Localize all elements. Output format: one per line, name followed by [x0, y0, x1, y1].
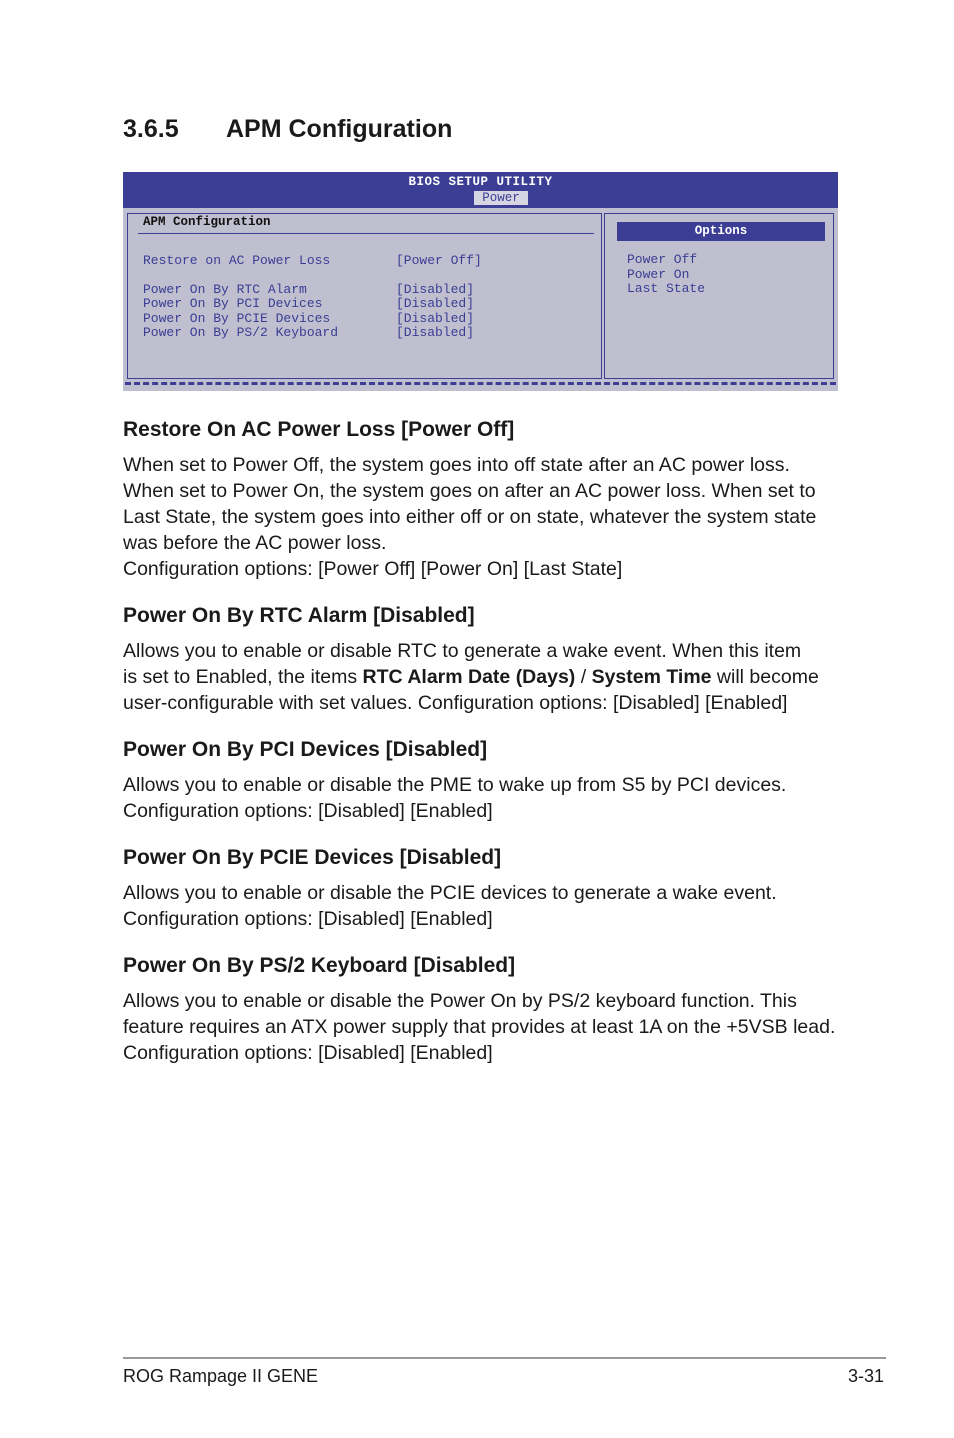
bios-item-label: Power On By PCI Devices	[143, 296, 323, 312]
bios-item-rtc-alarm[interactable]	[143, 283, 583, 298]
section-title: APM Configuration	[226, 115, 453, 143]
option-last-state[interactable]: Last State	[627, 281, 706, 297]
section-number: 3.6.5	[123, 115, 179, 143]
bios-header	[123, 172, 838, 208]
bios-settings-panel	[127, 213, 602, 379]
bios-item-value[interactable]: [Disabled]	[396, 296, 475, 312]
text-span: is set to Enabled, the items	[123, 666, 363, 688]
bios-item-value[interactable]: [Disabled]	[396, 310, 475, 326]
option-power-off[interactable]: Power Off	[627, 252, 698, 267]
bios-screenshot	[123, 172, 838, 391]
text-line: Last State, the system goes into either off or on state, whatever the system state	[123, 506, 817, 528]
footer-product-name: ROG Rampage II GENE	[123, 1366, 319, 1386]
text-span: /	[575, 666, 592, 688]
bios-item-label: Power On By RTC Alarm	[143, 281, 307, 297]
bios-item-pcie-devices[interactable]	[143, 312, 583, 327]
bios-item-pci-devices[interactable]	[143, 297, 583, 312]
text-span: will become	[711, 666, 819, 688]
text-line: Configuration options: [Disabled] [Enabled]	[123, 908, 493, 930]
options-header: Options	[617, 222, 825, 241]
text-line: When set to Power Off, the system goes into off state after an AC power loss.	[123, 454, 790, 476]
bios-dashed-border	[125, 382, 836, 385]
paragraph-rtc-alarm	[123, 638, 843, 716]
tab-power[interactable]: Power	[474, 191, 528, 205]
bios-item-label: Power On By PCIE Devices	[143, 310, 331, 326]
text-line: Allows you to enable or disable the Power On by PS/2 keyboard function. This	[123, 990, 797, 1012]
text-line	[123, 664, 843, 690]
divider	[138, 233, 594, 234]
bios-item-list	[143, 254, 583, 341]
text-line: Configuration options: [Disabled] [Enabled]	[123, 800, 493, 822]
text-line: Configuration options: [Power Off] [Power On] [Last State]	[123, 558, 623, 580]
term-system-time: System Time	[591, 666, 712, 688]
heading-ps2-keyboard: Power On By PS/2 Keyboard [Disabled]	[123, 954, 516, 977]
paragraph-pcie-devices	[123, 880, 843, 932]
bios-item-label: Power On By PS/2 Keyboard	[143, 325, 339, 341]
footer-page-number: 3-31	[848, 1366, 885, 1386]
text-line: feature requires an ATX power supply that provides at least 1A on the +5VSB lead.	[123, 1016, 836, 1038]
bios-item-ps2-keyboard[interactable]	[143, 326, 583, 341]
text-line: was before the AC power loss.	[123, 532, 387, 554]
bios-item-value[interactable]: [Power Off]	[396, 253, 482, 268]
bios-options-panel	[604, 213, 834, 379]
heading-pci-devices: Power On By PCI Devices [Disabled]	[123, 738, 488, 761]
text-line: When set to Power On, the system goes on after an AC power loss. When set to	[123, 480, 816, 502]
text-line: user-configurable with set values. Configuration options: [Disabled] [Enabled]	[123, 692, 788, 714]
text-line: Allows you to enable or disable the PME to wake up from S5 by PCI devices.	[123, 774, 787, 796]
heading-rtc-alarm: Power On By RTC Alarm [Disabled]	[123, 604, 475, 627]
heading-pcie-devices: Power On By PCIE Devices [Disabled]	[123, 846, 502, 869]
option-power-on[interactable]: Power On	[627, 266, 690, 282]
term-rtc-alarm-date: RTC Alarm Date (Days)	[362, 666, 576, 688]
options-list	[627, 253, 705, 297]
paragraph-pci-devices	[123, 772, 843, 824]
bios-item-label: Restore on AC Power Loss	[143, 253, 331, 268]
paragraph-ps2-keyboard	[123, 988, 843, 1066]
bios-panel-title: APM Configuration	[143, 215, 271, 229]
paragraph-restore-ac-power-loss	[123, 452, 843, 582]
text-line: Configuration options: [Disabled] [Enabled]	[123, 1042, 493, 1064]
text-line: Allows you to enable or disable RTC to generate a wake event. When this item	[123, 640, 802, 662]
footer-divider	[123, 1357, 886, 1359]
section-heading	[123, 115, 452, 144]
bios-title: BIOS SETUP UTILITY	[408, 175, 553, 189]
bios-item-restore-ac-power-loss[interactable]	[143, 254, 583, 269]
bios-item-value[interactable]: [Disabled]	[396, 281, 475, 297]
heading-restore-ac-power-loss: Restore On AC Power Loss [Power Off]	[123, 418, 515, 441]
text-line: Allows you to enable or disable the PCIE devices to generate a wake event.	[123, 882, 777, 904]
bios-item-value[interactable]: [Disabled]	[396, 325, 475, 341]
